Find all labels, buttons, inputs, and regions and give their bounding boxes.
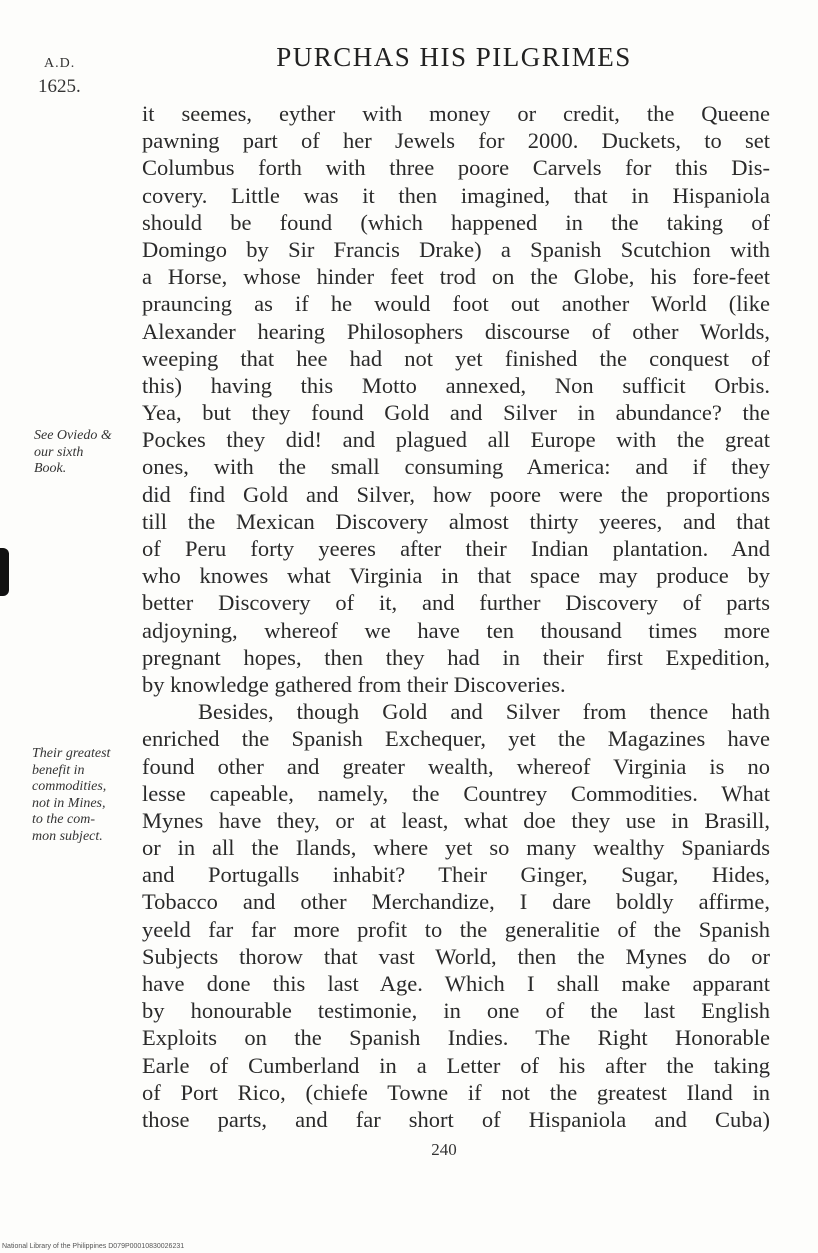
text-line: better Discovery of it, and further Discovery of parts — [142, 590, 770, 616]
text-line: Tobacco and other Merchandize, I dare boldly affirme, — [142, 889, 770, 915]
text-line: covery. Little was it then imagined, that in Hispaniola — [142, 182, 770, 208]
text-line: Mynes have they, or at least, what doe they use in Brasill, — [142, 807, 770, 833]
marginal-note-line: our sixth — [34, 444, 84, 460]
text-line: this) having this Motto annexed, Non sufficit Orbis. — [142, 372, 770, 398]
text-line: till the Mexican Discovery almost thirty yeeres, and that — [142, 508, 770, 534]
text-line: Besides, though Gold and Silver from thence hath — [198, 699, 770, 725]
text-line: Domingo by Sir Francis Drake) a Spanish Scutchion with — [142, 236, 770, 262]
marginal-note-line: Book. — [34, 461, 67, 476]
text-line: Pockes they did! and plagued all Europe with the great — [142, 427, 770, 453]
text-line: Subjects thorow that vast World, then the Mynes do or — [142, 943, 770, 969]
text-line: or in all the Ilands, where yet so many wealthy Spaniards — [142, 835, 770, 861]
text-line: those parts, and far short of Hispaniola and Cuba) — [142, 1106, 770, 1132]
text-line: Earle of Cumberland in a Letter of his after the taking — [142, 1052, 770, 1078]
marginal-note-line: See Oviedo & — [34, 428, 112, 443]
marginal-note-line: to the com- — [32, 812, 95, 827]
ink-blot-mark — [0, 548, 9, 596]
text-line: have done this last Age. Which I shall make apparant — [142, 971, 770, 996]
marginal-note-line: benefit in — [32, 762, 85, 778]
text-line: prauncing as if he would foot out another World (like — [142, 291, 770, 317]
text-line: yeeld far far more profit to the generalitie of the Spanish — [142, 916, 770, 942]
body-text — [142, 100, 770, 1133]
text-line: pregnant hopes, then they had in their first Expedition, — [142, 644, 770, 670]
text-line: did find Gold and Silver, how poore were the proportions — [142, 481, 770, 507]
marginal-note-line: Their greatest — [32, 746, 111, 761]
text-line: it seemes, eyther with money or credit, the Queene — [142, 101, 770, 126]
marginal-note-line: commodities, — [32, 779, 107, 794]
text-line: by knowledge gathered from their Discoveries. — [142, 671, 566, 697]
text-line: pawning part of her Jewels for 2000. Duckets, to set — [142, 128, 770, 154]
text-line: weeping that hee had not yet finished the conquest of — [142, 345, 770, 371]
text-line: lesse capeable, namely, the Countrey Commodities. What — [142, 780, 770, 806]
text-line: of Peru forty yeeres after their Indian plantation. And — [142, 536, 770, 561]
marginal-note-oviedo — [34, 428, 112, 478]
year-value: 1625. — [38, 76, 81, 97]
running-title: PURCHAS HIS PILGRIMES — [276, 42, 632, 72]
text-line: should be found (which happened in the taking of — [142, 209, 770, 235]
page-number: 240 — [431, 1140, 457, 1159]
text-line: who knowes what Virginia in that space may produce by — [142, 563, 770, 589]
text-line: ones, with the small consuming America: and if they — [142, 454, 770, 480]
marginal-note-benefit — [32, 746, 110, 845]
marginal-note-line: not in Mines, — [32, 795, 106, 811]
text-line: by honourable testimonie, in one of the last English — [142, 998, 770, 1024]
text-line: and Portugalls inhabit? Their Ginger, Sugar, Hides, — [142, 862, 770, 888]
text-line: a Horse, whose hinder feet trod on the Globe, his fore-feet — [142, 264, 770, 290]
text-line: Exploits on the Spanish Indies. The Right Honorable — [142, 1025, 770, 1051]
year-label: A.D. — [44, 56, 76, 71]
text-line: found other and greater wealth, whereof Virginia is no — [142, 753, 770, 779]
scan-footer-credit: National Library of the Philippines D079P00010830026231 — [2, 1243, 185, 1250]
text-line: of Port Rico, (chiefe Towne if not the greatest Iland in — [142, 1079, 770, 1105]
marginal-note-line: mon subject. — [32, 828, 103, 844]
text-line: Columbus forth with three poore Carvels for this Dis- — [142, 155, 770, 181]
text-line: adjoyning, whereof we have ten thousand times more — [142, 617, 770, 643]
text-line: Alexander hearing Philosophers discourse of other Worlds, — [142, 318, 770, 344]
text-line: enriched the Spanish Exchequer, yet the Magazines have — [142, 726, 770, 752]
text-line: Yea, but they found Gold and Silver in abundance? the — [142, 400, 770, 426]
